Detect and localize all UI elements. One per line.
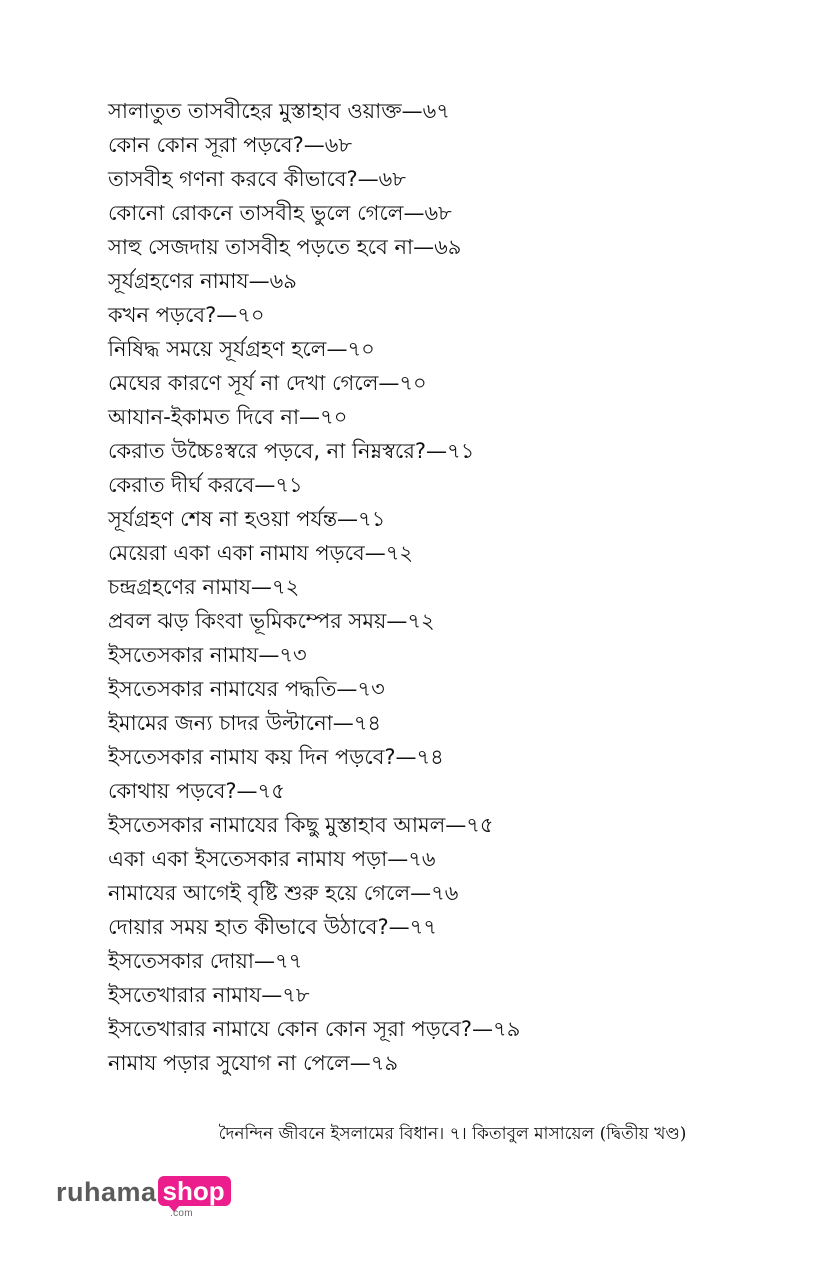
toc-entry: দোয়ার সময় হাত কীভাবে উঠাবে?—৭৭ [108, 915, 437, 939]
logo-text-shop: shop [158, 1176, 231, 1206]
toc-entry: ইসতেসকার দোয়া—৭৭ [108, 949, 303, 973]
page-footer: দৈনন্দিন জীবনে ইসলামের বিধান। ৭। কিতাবুল মাসায়েল (দ্বিতীয় খণ্ড) [218, 1124, 687, 1144]
toc-entry: কেরাত দীর্ঘ করবে—৭১ [108, 473, 303, 497]
logo-text-ruhama: ruhama [56, 1177, 157, 1207]
toc-entry: ইসতেখারার নামায—৭৮ [108, 983, 310, 1007]
toc-entry: আযান-ইকামত দিবে না—৭০ [108, 405, 348, 429]
ruhamashop-logo [56, 1176, 231, 1219]
table-of-contents [108, 94, 748, 1080]
toc-entry: মেঘের কারণে সূর্য না দেখা গেলে—৭০ [108, 371, 427, 395]
toc-entry: ইসতেসকার নামায কয় দিন পড়বে?—৭৪ [108, 745, 444, 769]
toc-entry: সূর্যগ্রহণ শেষ না হওয়া পর্যন্ত—৭১ [108, 507, 386, 531]
toc-entry: একা একা ইসতেসকার নামায পড়া—৭৬ [108, 847, 436, 871]
toc-entry: সালাতুত তাসবীহের মুস্তাহাব ওয়াক্ত—৬৭ [108, 99, 450, 123]
toc-entry: নামায পড়ার সুযোগ না পেলে—৭৯ [108, 1051, 399, 1075]
toc-entry: কখন পড়বে?—৭০ [108, 303, 265, 327]
toc-entry: নিষিদ্ধ সময়ে সূর্যগ্রহণ হলে—৭০ [108, 337, 375, 361]
toc-entry: কেরাত উচ্চৈঃস্বরে পড়বে, না নিম্নস্বরে?—৭১ [108, 439, 475, 463]
toc-entry: ইসতেসকার নামায—৭৩ [108, 643, 307, 667]
toc-entry: ইসতেখারার নামাযে কোন কোন সূরা পড়বে?—৭৯ [108, 1017, 521, 1041]
toc-entry: প্রবল ঝড় কিংবা ভূমিকম্পের সময়—৭২ [108, 609, 435, 633]
toc-entry: কোথায় পড়বে?—৭৫ [108, 779, 285, 803]
toc-entry: কোন কোন সূরা পড়বে?—৬৮ [108, 133, 353, 157]
toc-entry: ইসতেসকার নামাযের কিছু মুস্তাহাব আমল—৭৫ [108, 813, 494, 837]
toc-entry: ইমামের জন্য চাদর উল্টানো—৭৪ [108, 711, 381, 735]
toc-entry: নামাযের আগেই বৃষ্টি শুরু হয়ে গেলে—৭৬ [108, 881, 459, 905]
toc-entry: চন্দ্রগ্রহণের নামায—৭২ [108, 575, 300, 599]
logo-text-domain: .com [170, 1208, 193, 1219]
toc-entry: তাসবীহ গণনা করবে কীভাবে?—৬৮ [108, 167, 406, 191]
toc-entry: মেয়েরা একা একা নামায পড়বে—৭২ [108, 541, 413, 565]
toc-entry: সূর্যগ্রহণের নামায—৬৯ [108, 269, 297, 293]
toc-entry: সাহু সেজদায় তাসবীহ পড়তে হবে না—৬৯ [108, 235, 462, 259]
toc-entry: ইসতেসকার নামাযের পদ্ধতি—৭৩ [108, 677, 385, 701]
toc-entry: কোনো রোকনে তাসবীহ ভুলে গেলে—৬৮ [108, 201, 452, 225]
